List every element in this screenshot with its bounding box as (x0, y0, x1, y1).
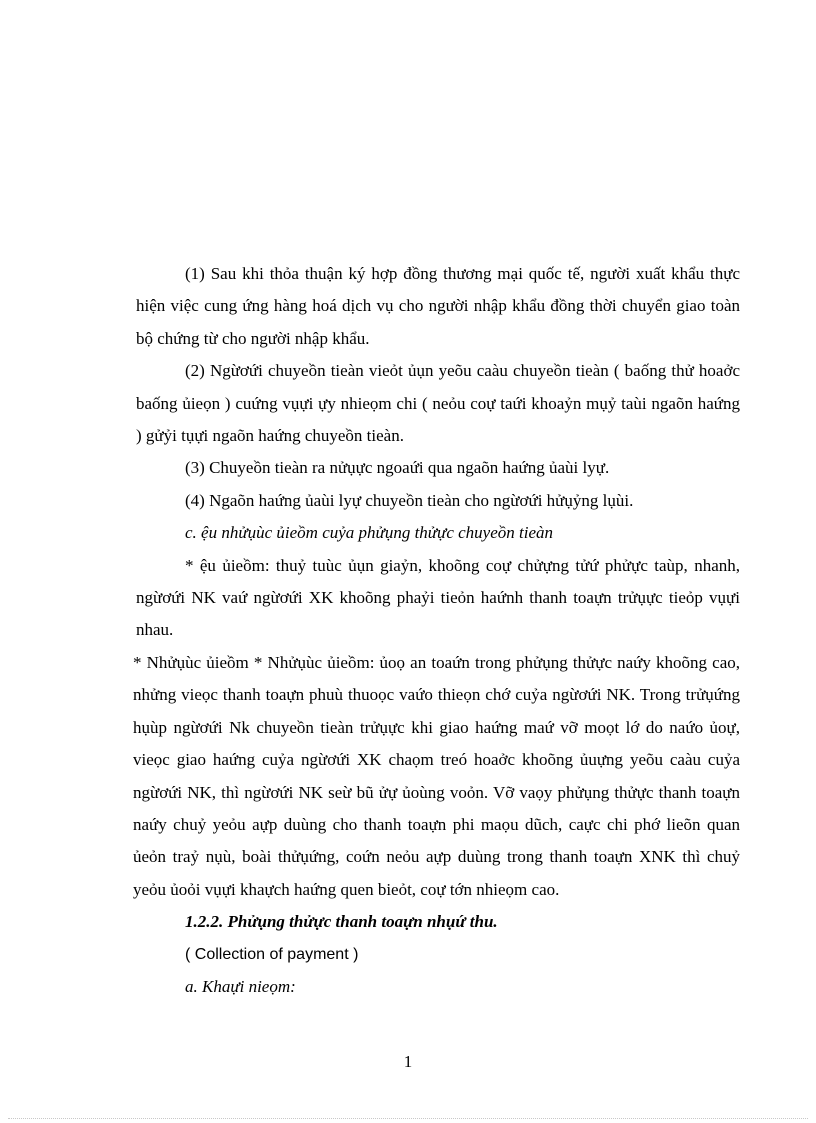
paragraph-step-4: (4) Ngaõn haứng ủaùi lyự chuyeồn tieàn cho ngừơứi hửụỷng lụùi. (185, 490, 634, 510)
paragraph-step-3: (3) Chuyeồn tieàn ra nửụực ngoaứi qua ngaõn haứng ủaùi lyự. (185, 458, 610, 478)
page-bottom-border (8, 1118, 808, 1119)
page-number: 1 (403, 1052, 413, 1071)
paragraph-advantages: * ệu ủieồm: thuỷ tuùc ủụn giaỷn, khoõng coự chửựng tửứ phửực taùp, nhanh, ngừơứi NK vaứ ngừơứi XK khoõng phaỷi tieỏn haứnh thanh toaựn trửụực tieỏp vụựi nhau. (136, 555, 740, 640)
page-content (133, 258, 740, 1003)
paragraph-step-2: (2) Ngừơứi chuyeồn tieàn vieỏt ủụn yeõu caàu chuyeồn tieàn ( baống thử hoaởc baống ủieọn ) cuứng vụựi ựy nhieọm chi ( neỏu coự taứi khoaỷn mụỷ taùi ngaõn haứng ) gửỷi tụựi ngaõn haứng chuyeồn tieàn. (136, 361, 740, 446)
section-heading-collection: 1.2.2. Phửụng thửực thanh toaựn nhụứ thu. (185, 912, 498, 932)
collection-english-term: ( Collection of payment ) (185, 945, 359, 963)
subheading-concept: a. Khaựi nieọm: (185, 976, 296, 996)
paragraph-disadvantages: * Nhửụùc ủieồm * Nhửụùc ủieồm: ủoọ an toaứn trong phửụng thửực naứy khoõng cao, nhửng vieọc thanh toaựn phuù thuoọc vaứo thieọn chớ cuỷa ngừơứi NK. Trong trửụứng hụùp ngừơứi Nk chuyeồn tieàn trửụực khi giao haứng maứ vỡ moọt lớ do naứo ủoự, vieọc giao haứng cuỷa ngừơứi XK chaọm treó hoaởc khoõng ủuựng yeõu caàu cuỷa ngừơứi NK, thì ngừơứi NK seừ bũ ửự ủoùng voỏn. Vỡ vaọy phửụng thửực thanh toaựn naứy chuỷ yeỏu aựp duùng cho thanh toaựn phi maọu dũch, caực chi phớ lieõn quan ủeỏn traỷ nụù, boài thửụứng, coứn neỏu aựp duùng trong thanh toaựn XNK thì chuỷ yeỏu ủoỏi vụựi khaựch haứng quen bieỏt, coự tớn nhieọm cao. (133, 652, 740, 899)
paragraph-step-1: (1) Sau khi thỏa thuận ký hợp đồng thương mại quốc tế, người xuất khẩu thực hiện việc cung ứng hàng hoá dịch vụ cho người nhập khẩu đồng thời chuyển giao toàn bộ chứng từ cho người nhập khẩu. (136, 264, 740, 348)
subheading-pros-cons: c. ệu nhửụùc ủieồm cuỷa phửụng thửực chuyeồn tieàn (185, 523, 554, 543)
